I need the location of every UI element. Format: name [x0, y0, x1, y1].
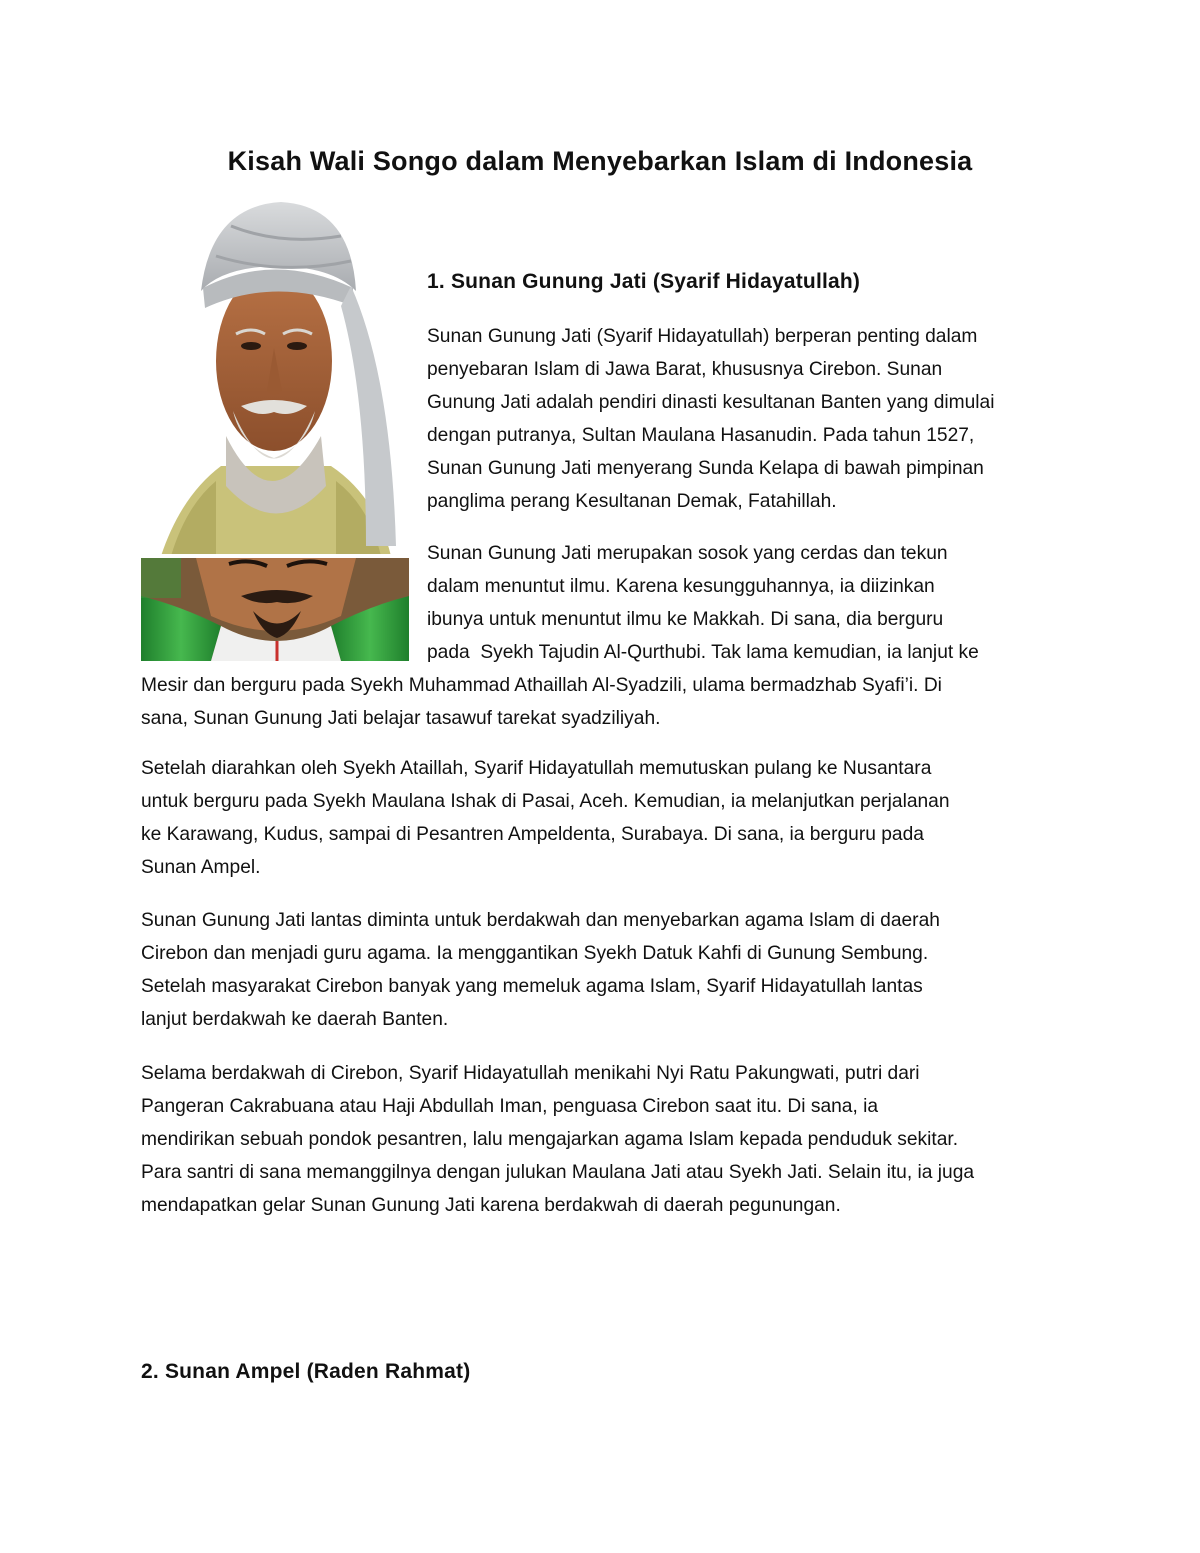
text-line: penyebaran Islam di Jawa Barat, khususnya Cirebon. Sunan [427, 359, 943, 380]
text-line: Cirebon dan menjadi guru agama. Ia menggantikan Syekh Datuk Kahfi di Gunung Sembung. [141, 943, 929, 964]
text-line: Selama berdakwah di Cirebon, Syarif Hidayatullah menikahi Nyi Ratu Pakungwati, putri dari [141, 1063, 920, 1084]
text-line: Setelah masyarakat Cirebon banyak yang memeluk agama Islam, Syarif Hidayatullah lantas [141, 976, 923, 997]
text-line: mendapatkan gelar Sunan Gunung Jati karena berdakwah di daerah pegunungan. [141, 1195, 841, 1216]
section1-paragraph-1 [427, 320, 994, 518]
text-line: pada Syekh Tajudin Al-Qurthubi. Tak lama kemudian, ia lanjut ke [427, 642, 979, 663]
section1-paragraph-5 [141, 1057, 974, 1222]
text-line: panglima perang Kesultanan Demak, Fatahillah. [427, 491, 837, 512]
section1-paragraph-2-wrapped [427, 537, 979, 669]
text-line: Setelah diarahkan oleh Syekh Ataillah, Syarif Hidayatullah memutuskan pulang ke Nusantara [141, 758, 932, 779]
text-line: Sunan Gunung Jati merupakan sosok yang cerdas dan tekun [427, 543, 948, 564]
text-line: Mesir dan berguru pada Syekh Muhammad Athaillah Al-Syadzili, ulama bermadzhab Syafi’i. Di [141, 675, 942, 696]
text-line: dengan putranya, Sultan Maulana Hasanudin. Pada tahun 1527, [427, 425, 975, 446]
text-line: mendirikan sebuah pondok pesantren, lalu mengajarkan agama Islam kepada penduduk sekitar. [141, 1129, 959, 1150]
section1-paragraph-3 [141, 752, 950, 884]
text-line: ke Karawang, Kudus, sampai di Pesantren Ampeldenta, Surabaya. Di sana, ia berguru pada [141, 824, 924, 845]
text-line: sana, Sunan Gunung Jati belajar tasawuf tarekat syadziliyah. [141, 708, 661, 729]
text-line: Sunan Gunung Jati menyerang Sunda Kelapa di bawah pimpinan [427, 458, 984, 479]
text-line: Gunung Jati adalah pendiri dinasti kesultanan Banten yang dimulai [427, 392, 995, 413]
text-line: Sunan Gunung Jati (Syarif Hidayatullah) berperan penting dalam [427, 326, 978, 347]
document-title: Kisah Wali Songo dalam Menyebarkan Islam di Indonesia [227, 146, 973, 176]
section1-paragraph-4 [141, 904, 940, 1036]
text-line: Pangeran Cakrabuana atau Haji Abdullah Iman, penguasa Cirebon saat itu. Di sana, ia [141, 1096, 879, 1117]
text-line: dalam menuntut ilmu. Karena kesungguhannya, ia diizinkan [427, 576, 935, 597]
text-line: Para santri di sana memanggilnya dengan julukan Maulana Jati atau Syekh Jati. Selain itu, ia juga [141, 1162, 975, 1183]
text-line: ibunya untuk menuntut ilmu ke Makkah. Di sana, dia berguru [427, 609, 944, 630]
text-line: untuk berguru pada Syekh Maulana Ishak di Pasai, Aceh. Kemudian, ia melanjutkan perjalanan [141, 791, 950, 812]
section-heading-1: 1. Sunan Gunung Jati (Syarif Hidayatullah) [427, 270, 861, 293]
text-line: Sunan Ampel. [141, 857, 261, 878]
section1-paragraph-2-continued [141, 669, 942, 735]
section-heading-2: 2. Sunan Ampel (Raden Rahmat) [141, 1360, 471, 1383]
text-line: lanjut berdakwah ke daerah Banten. [141, 1009, 449, 1030]
portrait-images [141, 196, 409, 661]
portrait-sunan-gunung-jati [161, 202, 396, 556]
text-line: Sunan Gunung Jati lantas diminta untuk berdakwah dan menyebarkan agama Islam di daerah [141, 910, 940, 931]
portrait-second-figure [141, 558, 409, 661]
